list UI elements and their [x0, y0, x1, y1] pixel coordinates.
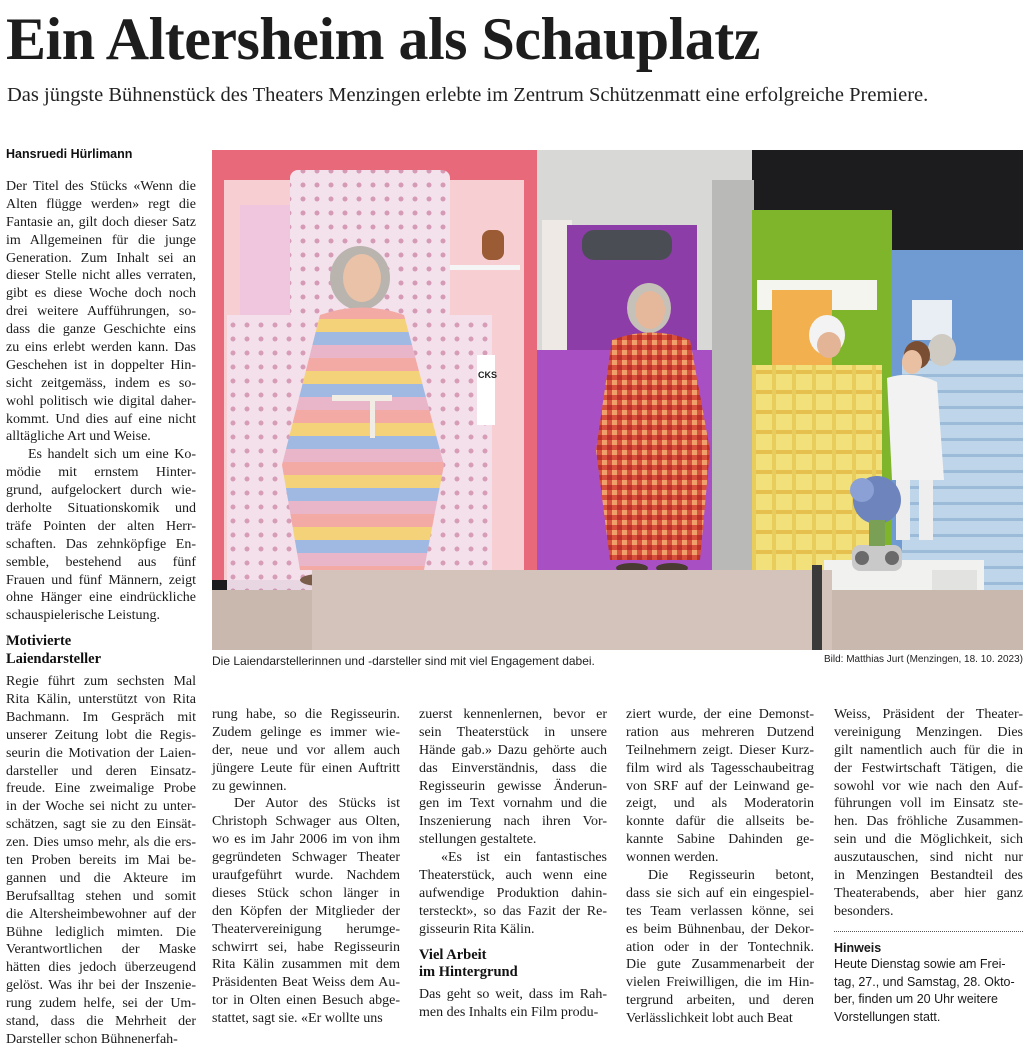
column-2 — [212, 706, 400, 1028]
text-line: zuerst kennenlernen, bevor er — [419, 707, 607, 722]
text-line: Verlässlichkeit lobt auch Beat — [626, 1011, 793, 1027]
headline: Ein Altersheim als Schauplatz — [6, 6, 760, 72]
paragraph — [6, 673, 196, 1049]
text-line: gannen und die Akteure im — [6, 870, 196, 886]
text-line: zeigt, und als Moderatorin — [626, 796, 814, 812]
photo-credit: Bild: Matthias Jurt (Menzingen, 18. 10. 2023) — [824, 654, 1023, 665]
divider — [834, 931, 1023, 932]
text-line: darsteller und deren Einsatz- — [6, 763, 196, 779]
author-byline: Hansruedi Hürlimann — [6, 147, 133, 161]
text-line: alltägliche Art und Weise. — [6, 429, 151, 445]
text-line: vielen Freiwilligen, die im Hin- — [626, 975, 814, 991]
text-line: unserer Zeitung lobt die Regis- — [6, 727, 196, 743]
text-line: Teilnehmern zeigt. Dieser Kurz- — [626, 742, 814, 758]
text-line: aufwendige Produktion dahin- — [419, 885, 607, 901]
text-line: Theaterstück, auch wenn eine — [419, 868, 607, 884]
paragraph — [6, 178, 196, 446]
text-line: Motivierte — [6, 633, 72, 650]
text-line: Theatervereinigung herumge- — [212, 921, 400, 937]
text-line: Der Titel des Stücks «Wenn die — [6, 179, 196, 194]
text-line: dass sie sich auf ein eingespiel- — [626, 885, 814, 901]
text-line: schaften. Das zehnköpfige En- — [6, 536, 196, 552]
text-line: Darsteller schon Bühnenerfah- — [6, 1031, 178, 1047]
theater-scene-image — [212, 150, 1023, 650]
text-line: rung habe, so die Regisseurin. — [212, 707, 400, 722]
text-line: das Einverständnis, dass die — [419, 760, 607, 776]
text-line: Das geht so weit, dass im Rah- — [419, 987, 607, 1003]
text-line: drei weitere Aufführungen, so- — [6, 304, 196, 320]
text-line: Verantwortlichen der Maske — [6, 942, 196, 958]
text-line: uraufgeführt wurde. Nachdem — [212, 868, 400, 884]
text-line: rung zudem helfe, sei der Um- — [6, 996, 196, 1012]
text-line: der Festwirtschaft Tätigen, die — [834, 760, 1023, 776]
column-1 — [6, 178, 196, 1049]
photo-caption-bar — [212, 654, 1023, 670]
text-line: ber, finden um 20 Uhr weitere — [834, 992, 998, 1007]
text-line: Fantasie an, gilt doch dieser Satz — [6, 214, 196, 230]
sign-text: CKS — [478, 370, 498, 380]
text-line: tergrund arbeiten, und deren — [626, 993, 814, 1009]
text-line: gelöst. Was ihr bei der Inszenie- — [6, 978, 196, 994]
column-3 — [419, 706, 607, 1022]
text-line: gisseurin Rita Kälin. — [419, 921, 535, 937]
text-line: Regie führt zum sechsten Mal — [6, 674, 196, 690]
text-line: Laiendarsteller — [6, 651, 102, 668]
text-line: ration aus mehreren Dutzend — [626, 724, 814, 740]
text-line: tor in Olten einen Besuch abge- — [212, 993, 400, 1009]
text-line: grund, aufgelockert durch wie- — [6, 483, 196, 499]
text-line: zu eins erlebt werden kann. Das — [6, 340, 196, 356]
text-line: hätten dies jedoch überzeugend — [6, 960, 196, 976]
text-line: in der Woche sei nicht zu unter- — [6, 799, 196, 815]
text-line: gibt es diese Woche doch noch — [6, 286, 196, 302]
text-line: Rita Kälin zusammen mit dem — [212, 957, 400, 973]
text-line: gen im Text vornahm und die — [419, 796, 607, 812]
text-line: Bachmann. Im Gespräch mit — [6, 709, 196, 725]
subheading — [419, 947, 607, 983]
text-line: Zudem gelinge es immer wie- — [212, 724, 400, 740]
text-line: Berufsalltag stehen und somit — [6, 888, 196, 904]
text-line: ation oder in der Tontechnik. — [626, 939, 814, 955]
text-line: hen. Das fröhliche Zusammen- — [834, 814, 1023, 830]
text-line: Viel Arbeit — [419, 946, 487, 963]
text-line: konnte dafür die allseits be- — [626, 814, 814, 830]
text-line: semble, bestehend aus fünf — [6, 554, 196, 570]
text-line: Theaterabends, aber hier ganz — [834, 885, 1023, 901]
text-line: dieses Stück schon länger in — [212, 885, 400, 901]
text-line: tes Team verlassen könne, sei — [626, 903, 814, 919]
paragraph — [6, 446, 196, 625]
text-line: es beim Bühnenbau, der Dekor- — [626, 921, 814, 937]
subheading — [6, 633, 196, 669]
stage-photo — [212, 150, 1023, 650]
paragraph — [419, 986, 607, 1022]
text-line: «Es ist ein fantastisches — [441, 850, 607, 866]
text-line: mödie mit ernstem Hinter- — [6, 465, 196, 481]
paragraph — [419, 706, 607, 849]
paragraph — [626, 706, 814, 867]
text-line: Frauen und fünf Männern, zeigt — [6, 572, 196, 588]
text-line: Regisseurin gewisse Änderun- — [419, 778, 607, 794]
text-line: dieser Stelle nicht alles verraten, — [6, 268, 196, 284]
text-line: sein und die Möglichkeit, sich — [834, 832, 1023, 848]
text-line: ten Proben bereits im Mai be- — [6, 852, 196, 868]
text-line: gegründeten Schwager Theater — [212, 850, 400, 866]
text-line: wohl politisch wie digital daher- — [6, 393, 196, 409]
text-line: kannte Sabine Dahinden ge- — [626, 832, 814, 848]
text-line: vereinigung Menzingen. Dies — [834, 724, 1023, 740]
text-line: Rita Kälin, unterstützt von Rita — [6, 691, 196, 707]
column-4 — [626, 706, 814, 1028]
text-line: der, neue und vor allem auch — [212, 742, 400, 758]
text-line: dass die ganze Geschichte eins — [6, 322, 196, 338]
text-line: zen. Dies umso mehr, als die ers- — [6, 835, 196, 851]
text-line: Heute Dienstag sowie am Frei- — [834, 956, 1006, 971]
paragraph — [834, 706, 1023, 921]
photo-caption: Die Laiendarstellerinnen und -darsteller sind mit viel Engagement dabei. — [212, 654, 595, 668]
text-line: Vorstellungen statt. — [834, 1010, 941, 1025]
text-line: Die Regisseurin betont, — [648, 868, 814, 884]
text-line: Bühne lediglich mimten. Die — [6, 924, 196, 940]
text-line: Hände gab.» Dazu gehörte auch — [419, 742, 607, 758]
paragraph — [419, 849, 607, 938]
lead-text: Das jüngste Bühnenstück des Theaters Menzingen erlebte im Zentrum Schützenmatt eine erfolgreiche Premiere. — [7, 84, 929, 106]
text-line: freude. Eine zweimalige Probe — [6, 781, 196, 797]
text-line: men des Inhalts ein Film produ- — [419, 1005, 599, 1021]
text-line: den Köpfen der Mitglieder der — [212, 903, 400, 919]
text-line: Generation. Zum Inhalt sei an — [6, 250, 196, 266]
text-line: im Hintergrund — [419, 964, 518, 981]
text-line: sein Theaterstück in unsere — [419, 724, 607, 740]
text-line: sicht zeitgemäss, indem es so- — [6, 375, 196, 391]
text-line: seurin die Motivation der Laien- — [6, 745, 196, 761]
text-line: führungen voll im Einsatz ste- — [834, 796, 1023, 812]
text-line: träfe Pointen der alten Herr- — [6, 518, 196, 534]
text-line: besonders. — [834, 903, 894, 919]
text-line: stand, dass die Mehrheit der — [6, 1013, 196, 1029]
text-line: Weiss, Präsident der Theater- — [834, 707, 1023, 722]
text-line: Präsidenten Beat Weiss dem Au- — [212, 975, 400, 991]
text-line: schwirrt sei, habe Regisseurin — [212, 939, 400, 955]
text-line: wonnen werden. — [626, 850, 719, 866]
text-line: Inszenierung nach ihren Vor- — [419, 814, 607, 830]
text-line: die Altersheimbewohner auf der — [6, 906, 196, 922]
column-5 — [834, 706, 1023, 1027]
paragraph — [212, 706, 400, 795]
text-line: schauspielerische Leistung. — [6, 608, 160, 624]
hint-title: Hinweis — [834, 940, 882, 955]
paragraph — [212, 795, 400, 1028]
text-line: Es handelt sich um eine Ko- — [28, 447, 196, 463]
paragraph — [626, 867, 814, 1028]
text-line: in Menzingen Bestandteil des — [834, 868, 1023, 884]
text-line: gilt namentlich auch für die in — [834, 742, 1023, 758]
text-line: von SRF auf der Leinwand ge- — [626, 778, 814, 794]
text-line: im Allgemeinen für die junge — [6, 232, 196, 248]
text-line: sowohl vor wie nach den Auf- — [834, 778, 1023, 794]
text-line: jüngere Leute für einen Auftritt — [212, 760, 400, 776]
text-line: stattet, sagt sie. «Er wollte uns — [212, 1011, 383, 1027]
text-line: zu gewinnen. — [212, 778, 287, 794]
text-line: ohne Hänger eine eindrückliche — [6, 590, 196, 606]
text-line: tersteckt», so das Fazit der Re- — [419, 903, 607, 919]
text-line: wo es im Jahr 2006 im von ihm — [212, 832, 400, 848]
text-line: kommt. Und dies auf eine nicht — [6, 411, 196, 427]
hint-text — [834, 956, 1023, 1028]
text-line: auszutauschen, sind nicht nur — [834, 850, 1023, 866]
text-line: Geschehen ist in doppelter Hin- — [6, 357, 196, 373]
text-line: schätzen, sagt sie zu den Einsät- — [6, 817, 196, 833]
text-line: Alten flügge werden» regt die — [6, 196, 196, 212]
text-line: Der Autor des Stücks ist — [234, 796, 400, 812]
text-line: Die gute Zusammenarbeit der — [626, 957, 814, 973]
text-line: derholte Situationskomik und — [6, 501, 196, 517]
text-line: stellungen gestaltete. — [419, 832, 537, 848]
text-line: Christoph Schwager aus Olten, — [212, 814, 400, 830]
text-line: film wird als Tagesschaubeitrag — [626, 760, 814, 776]
text-line: tag, 27., und Samstag, 28. Okto- — [834, 974, 1015, 989]
text-line: ziert wurde, der eine Demonst- — [626, 707, 814, 722]
